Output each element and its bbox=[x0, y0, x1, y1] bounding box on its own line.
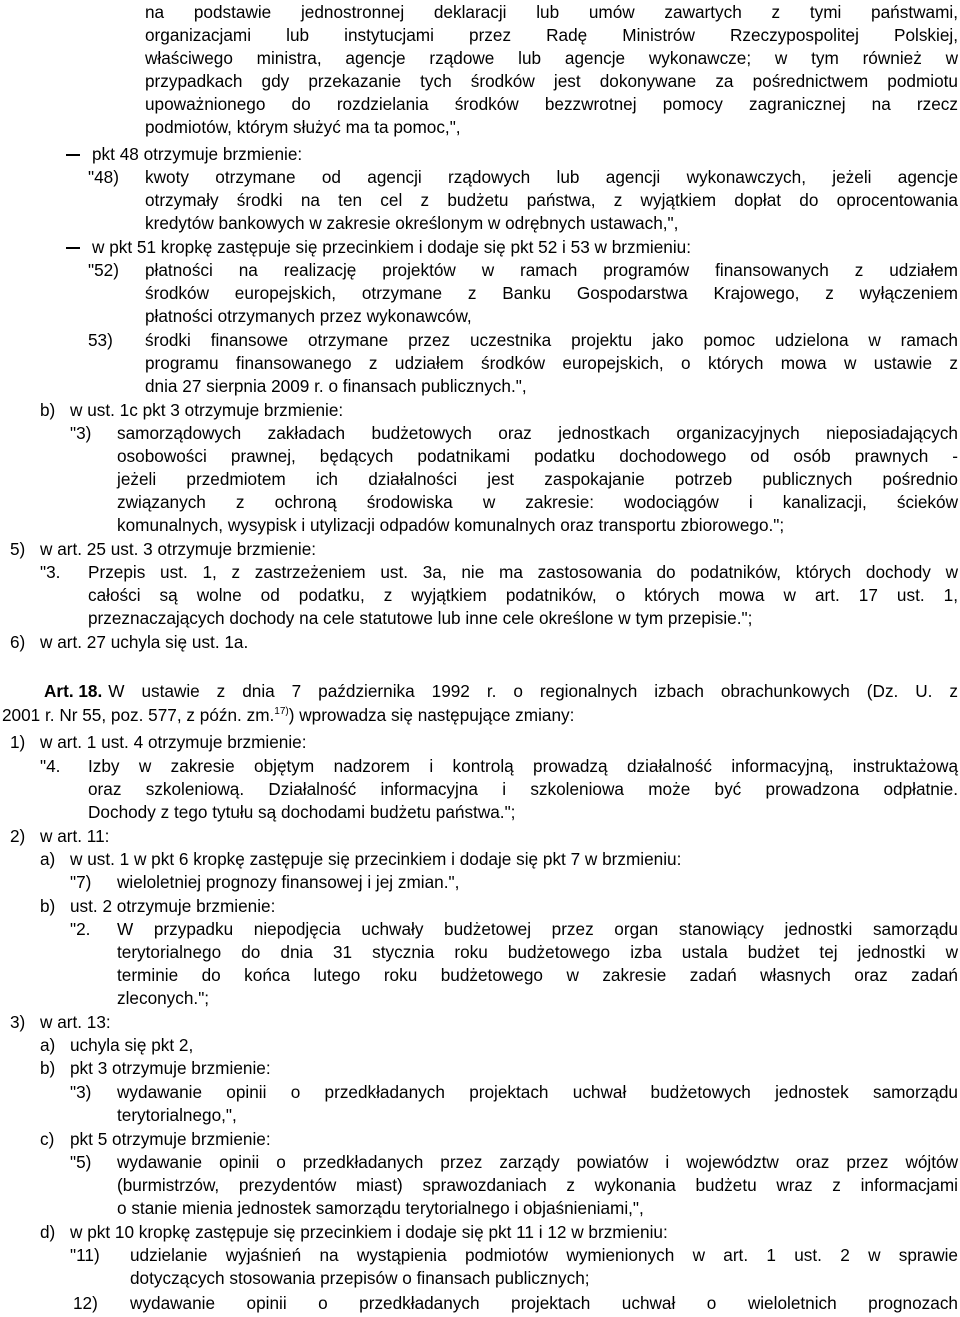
item-marker: 5) bbox=[10, 539, 26, 559]
text-line: zleconych."; bbox=[117, 988, 210, 1008]
article-number: Art. 18. bbox=[44, 681, 103, 701]
item-marker: "11) bbox=[70, 1245, 100, 1265]
text-line: Przepis ust. 1, z zastrzeżeniem ust. 3a, nie ma zastosowania do podatników, których dochody w bbox=[88, 562, 958, 582]
item-marker: 3) bbox=[10, 1012, 26, 1032]
item-marker: b) bbox=[40, 400, 56, 420]
text-line: w ust. 1c pkt 3 otrzymuje brzmienie: bbox=[70, 400, 344, 420]
text-line: wydawanie opinii o przedkładanych projektach uchwał budżetowych jednostek samorządu bbox=[117, 1082, 958, 1102]
text-line: płatności na realizację projektów w ramach programów finansowanych z udziałem bbox=[145, 260, 958, 280]
dash-bullet bbox=[66, 154, 80, 156]
text-line: na podstawie jednostronnej deklaracji lub umów zawartych z tymi państwami, bbox=[145, 2, 958, 22]
text-line: uchyla się pkt 2, bbox=[70, 1035, 194, 1055]
text-line: upoważnionego do rozdzielania środków bezzwrotnej pomocy zagranicznej na rzecz bbox=[145, 94, 958, 114]
text-line bbox=[2, 704, 574, 726]
item-marker: "48) bbox=[88, 167, 119, 187]
item-marker: "52) bbox=[88, 260, 119, 280]
text-line: ust. 2 otrzymuje brzmienie: bbox=[70, 896, 276, 916]
text-line: (burmistrzów, prezydentów miast) sprawozdaniach z wykonania budżetu wraz z informacjami bbox=[117, 1175, 958, 1195]
text-line: terytorialnego do dnia 31 stycznia roku budżetowego izba ustala budżet tej jednostki w bbox=[117, 942, 958, 962]
text-line: w pkt 10 kropkę zastępuje się przecinkiem i dodaje się pkt 11 i 12 w brzmieniu: bbox=[70, 1222, 668, 1242]
text-line: płatności otrzymanych przez wykonawców, bbox=[145, 306, 472, 326]
text-line: środki finansowe otrzymane przez uczestnika projektu jako pomoc udzielona w ramach bbox=[145, 330, 958, 350]
text-line: udzielanie wyjaśnień na wystąpienia podmiotów wymienionych w art. 1 ust. 2 w sprawie bbox=[130, 1245, 958, 1265]
text-line: wydawanie opinii o przedkładanych przez zarządy powiatów i województw oraz przez wójtów bbox=[117, 1152, 958, 1172]
text-line: właściwego ministra, agencje rządowe lub agencje wykonawcze; w tym również w bbox=[145, 48, 958, 68]
item-marker: 2) bbox=[10, 826, 26, 846]
item-marker: "3) bbox=[70, 1082, 92, 1102]
text-line: w art. 27 uchyla się ust. 1a. bbox=[40, 632, 249, 652]
text-line: podmiotów, którym służyć ma ta pomoc,", bbox=[145, 117, 461, 137]
item-marker: "5) bbox=[70, 1152, 92, 1172]
item-marker: a) bbox=[40, 1035, 56, 1055]
article-heading-line bbox=[44, 680, 958, 702]
text-line: pkt 3 otrzymuje brzmienie: bbox=[70, 1058, 271, 1078]
text-line: w art. 13: bbox=[40, 1012, 111, 1032]
text-line: W przypadku niepodjęcia uchwały budżetowej przez organ stanowiący jednostki samorządu bbox=[117, 919, 958, 939]
text-line: kwoty otrzymane od agencji rządowych lub agencji wykonawczych, jeżeli agencje bbox=[145, 167, 958, 187]
text-line: organizacjami lub instytucjami przez Radę Ministrów Rzeczypospolitej Polskiej, bbox=[145, 25, 958, 45]
text-line: o stanie mienia jednostek samorządu terytorialnego i objaśnieniami,", bbox=[117, 1198, 644, 1218]
text-line: dnia 27 sierpnia 2009 r. o finansach publicznych.", bbox=[145, 376, 527, 396]
item-marker: d) bbox=[40, 1222, 56, 1242]
item-marker: a) bbox=[40, 849, 56, 869]
text-line: osobowości prawnej, będących podatnikami podatku dochodowego od osób prawnych - bbox=[117, 446, 958, 466]
text-line: środków europejskich, otrzymane z Banku Gospodarstwa Krajowego, z wyłączeniem bbox=[145, 283, 958, 303]
text-line: oraz szkoleniową. Działalność informacyjna i szkoleniowa może być prowadzona odpłatnie. bbox=[88, 779, 958, 799]
text-line: całości są wolne od podatku, z wyjątkiem podatników, o których mowa w art. 17 ust. 1, bbox=[88, 585, 958, 605]
item-marker: 53) bbox=[88, 330, 113, 350]
item-marker: b) bbox=[40, 1058, 56, 1078]
text-line: terminie do końca lutego roku budżetowego w zakresie zadań własnych oraz zadań bbox=[117, 965, 958, 985]
text-segment: 2001 r. Nr 55, poz. 577, z późn. zm. bbox=[2, 705, 275, 725]
dash-bullet bbox=[66, 247, 80, 249]
item-marker: 1) bbox=[10, 732, 26, 752]
item-marker: b) bbox=[40, 896, 56, 916]
text-line: przeznaczających dochody na cele statutowe lub inne cele określone w tym przepisie."; bbox=[88, 608, 753, 628]
text-line: w art. 1 ust. 4 otrzymuje brzmienie: bbox=[40, 732, 307, 752]
text-line: przypadkach gdy przekazanie tych środków jest dokonywane za pośrednictwem podmiotu bbox=[145, 71, 958, 91]
item-marker: c) bbox=[40, 1129, 55, 1149]
text-line: Izby w zakresie objętym nadzorem i kontrolą prowadzą działalność informacyjną, instruktażową bbox=[88, 756, 958, 776]
text-line: w pkt 51 kropkę zastępuje się przecinkiem i dodaje się pkt 52 i 53 w brzmieniu: bbox=[92, 237, 691, 257]
text-line: pkt 48 otrzymuje brzmienie: bbox=[92, 144, 303, 164]
text-line: pkt 5 otrzymuje brzmienie: bbox=[70, 1129, 271, 1149]
text-line: wieloletniej prognozy finansowej i jej zmian.", bbox=[117, 872, 460, 892]
item-marker: "7) bbox=[70, 872, 92, 892]
item-marker: 12) bbox=[73, 1293, 98, 1313]
text-segment: ) wprowadza się następujące zmiany: bbox=[288, 705, 575, 725]
text-line: jeżeli przedmiotem ich działalności jest zaspokajanie potrzeb publicznych pośrednio bbox=[117, 469, 958, 489]
item-marker: "3. bbox=[40, 562, 61, 582]
text-line: Dochody z tego tytułu są dochodami budżetu państwa."; bbox=[88, 802, 516, 822]
text-line: kredytów bankowych w zakresie określonym w odrębnych ustawach,", bbox=[145, 213, 679, 233]
text-line: samorządowych zakładach budżetowych oraz jednostkach organizacyjnych nieposiadających bbox=[117, 423, 958, 443]
footnote-ref: 17) bbox=[274, 706, 289, 717]
text-line: w art. 25 ust. 3 otrzymuje brzmienie: bbox=[40, 539, 317, 559]
text-line: programu finansowanego z udziałem środków europejskich, o których mowa w ustawie z bbox=[145, 353, 958, 373]
text-line: w ust. 1 w pkt 6 kropkę zastępuje się przecinkiem i dodaje się pkt 7 w brzmieniu: bbox=[70, 849, 682, 869]
item-marker: "3) bbox=[70, 423, 92, 443]
text-line: komunalnych, wysypisk i utylizacji odpadów komunalnych oraz transportu zbiorowego."; bbox=[117, 515, 785, 535]
item-marker: 6) bbox=[10, 632, 26, 652]
item-marker: "2. bbox=[70, 919, 91, 939]
text-line: wydawanie opinii o przedkładanych projektach uchwał o wieloletnich prognozach bbox=[130, 1293, 958, 1313]
text-line: W ustawie z dnia 7 października 1992 r. o regionalnych izbach obrachunkowych (Dz. U. z bbox=[108, 681, 958, 701]
text-line: otrzymały środki na ten cel z budżetu państwa, z wyjątkiem dopłat do oprocentowania bbox=[145, 190, 958, 210]
text-line: dotyczących stosowania przepisów o finansach publicznych; bbox=[130, 1268, 590, 1288]
text-line: związanych z ochroną środowiska w zakresie: wodociągów i kanalizacji, ścieków bbox=[117, 492, 958, 512]
text-line: terytorialnego,", bbox=[117, 1105, 237, 1125]
item-marker: "4. bbox=[40, 756, 61, 776]
text-line: w art. 11: bbox=[40, 826, 110, 846]
